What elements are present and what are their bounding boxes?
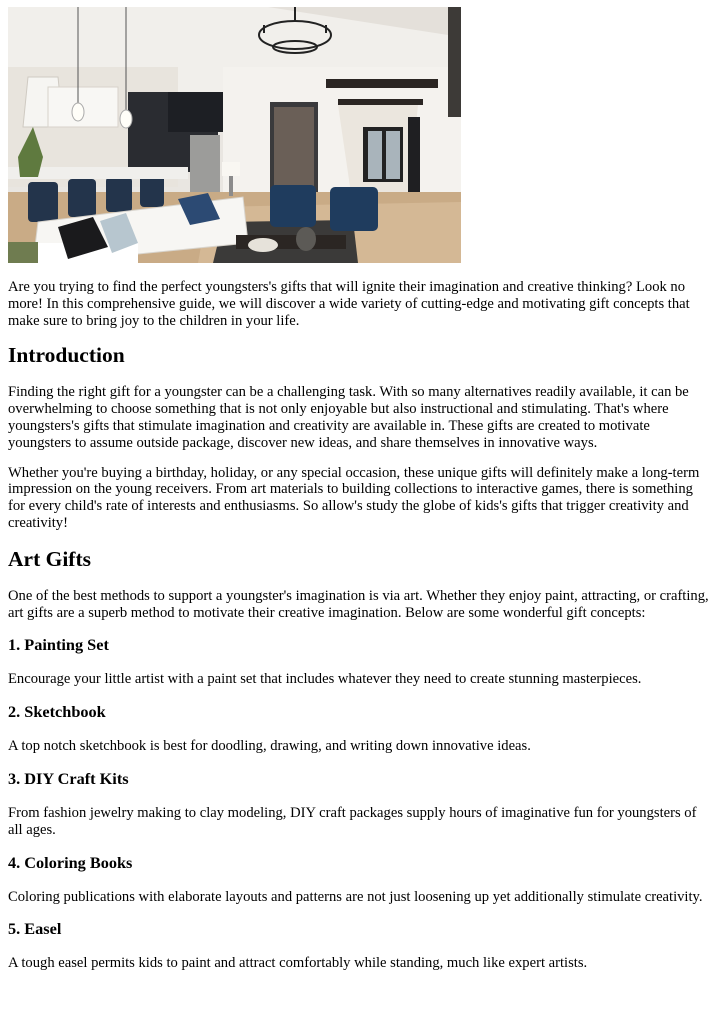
- hero-image: [8, 7, 461, 263]
- introduction-paragraph: Finding the right gift for a youngster can be a challenging task. With so many alternatives readily available, it can be overwhelming to choose something that is not only enjoyable but also instructional and stimulating. That's where youngsters's gifts that stimulate imagination and creativity are available in. These gifts are created to motivate youngsters to assume outside package, discover new ideas, and share themselves in innovative ways.: [8, 384, 689, 451]
- gift-item-description: A tough easel permits kids to paint and attract comfortably while standing, much like expert artists.: [8, 955, 588, 972]
- gift-item-heading: 3. DIY Craft Kits: [8, 768, 129, 788]
- art-gifts-intro-paragraph: One of the best methods to support a youngster's imagination is via art. Whether they enjoy paint, attracting, or crafting, art gifts are a superb method to motivate their creative imagination. Below are some wonderful gift concepts:: [8, 587, 709, 621]
- gift-item-description: A top notch sketchbook is best for doodling, drawing, and writing down innovative ideas.: [8, 738, 531, 755]
- gift-item-heading: 2. Sketchbook: [8, 702, 106, 722]
- section-heading-art-gifts: Art Gifts: [8, 546, 91, 571]
- gift-item-heading: 1. Painting Set: [8, 635, 109, 655]
- intro-paragraph: Are you trying to find the perfect youngsters's gifts that will ignite their imagination and creative thinking? Look no more! In this comprehensive guide, we will discover a wide variety of cutting-edge and motivating gift concepts that make sure to bring joy to the children in your life.: [8, 279, 690, 329]
- gift-item-description: Encourage your little artist with a paint set that includes whatever they need to create stunning masterpieces.: [8, 671, 642, 688]
- gift-item-heading: 5. Easel: [8, 919, 62, 939]
- gift-item-heading: 4. Coloring Books: [8, 852, 133, 872]
- introduction-paragraph: Whether you're buying a birthday, holiday, or any special occasion, these unique gifts will definitely make a long-term impression on the young receivers. From art materials to building collections to interactive games, there is something for every child's rate of interests and enthusiasms. So allow's study the globe of kids's gifts that trigger creativity and creativity!: [8, 464, 700, 531]
- interior-photo-icon: [8, 7, 461, 263]
- section-heading-introduction: Introduction: [8, 343, 125, 368]
- gift-item-description: From fashion jewelry making to clay modeling, DIY craft packages supply hours of imaginative fun for youngsters of all ages.: [8, 804, 697, 838]
- gift-item-description: Coloring publications with elaborate layouts and patterns are not just loosening up yet additionally stimulate creativity.: [8, 888, 703, 905]
